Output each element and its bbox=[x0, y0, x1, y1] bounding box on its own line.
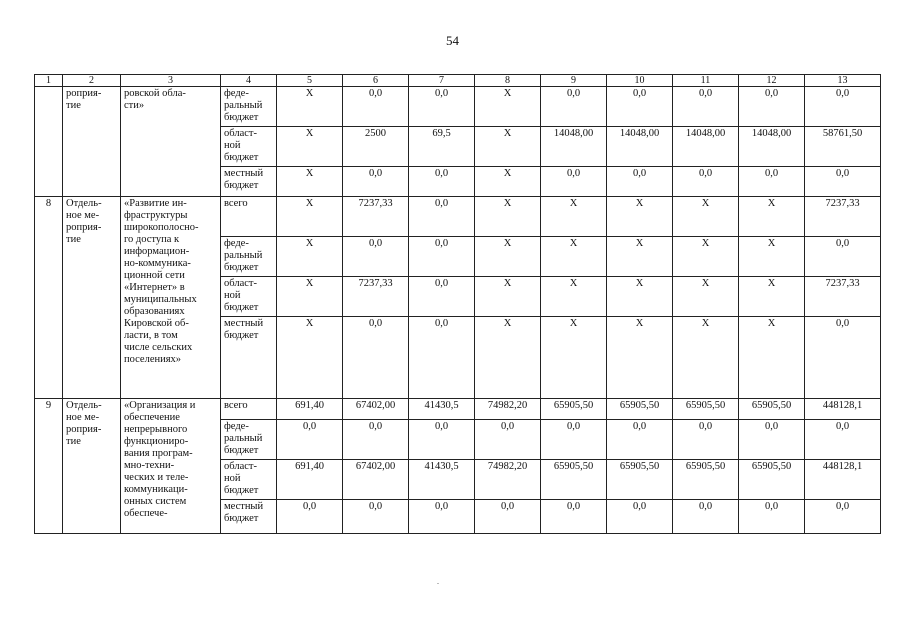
activity-type: роприя- тие bbox=[63, 87, 121, 197]
value-col-9: 65905,50 bbox=[541, 460, 607, 500]
value-col-5: X bbox=[277, 167, 343, 197]
value-col-13: 448128,1 bbox=[805, 460, 881, 500]
value-col-10: 65905,50 bbox=[607, 399, 673, 420]
value-col-10: 0,0 bbox=[607, 167, 673, 197]
value-col-8: X bbox=[475, 127, 541, 167]
value-col-9: X bbox=[541, 237, 607, 277]
table-row bbox=[35, 399, 881, 420]
value-col-6: 0,0 bbox=[343, 87, 409, 127]
table-row bbox=[35, 197, 881, 237]
value-col-6: 7237,33 bbox=[343, 277, 409, 317]
value-col-12: X bbox=[739, 277, 805, 317]
value-col-12: X bbox=[739, 197, 805, 237]
item-number bbox=[35, 87, 63, 197]
value-col-13: 7237,33 bbox=[805, 197, 881, 237]
value-col-13: 0,0 bbox=[805, 317, 881, 399]
value-col-12: X bbox=[739, 317, 805, 399]
value-col-7: 0,0 bbox=[409, 237, 475, 277]
column-number-11: 11 bbox=[673, 75, 739, 87]
value-col-9: 65905,50 bbox=[541, 399, 607, 420]
value-col-10: 0,0 bbox=[607, 500, 673, 534]
value-col-7: 0,0 bbox=[409, 87, 475, 127]
value-col-13: 7237,33 bbox=[805, 277, 881, 317]
value-col-13: 58761,50 bbox=[805, 127, 881, 167]
funding-source: местный бюджет bbox=[221, 500, 277, 534]
value-col-11: 0,0 bbox=[673, 420, 739, 460]
value-col-11: 14048,00 bbox=[673, 127, 739, 167]
budget-table bbox=[34, 74, 881, 534]
value-col-7: 0,0 bbox=[409, 197, 475, 237]
value-col-13: 0,0 bbox=[805, 420, 881, 460]
value-col-5: 691,40 bbox=[277, 399, 343, 420]
value-col-12: 0,0 bbox=[739, 167, 805, 197]
value-col-7: 0,0 bbox=[409, 167, 475, 197]
activity-type: Отдель- ное ме- роприя- тие bbox=[63, 197, 121, 399]
value-col-11: 0,0 bbox=[673, 87, 739, 127]
value-col-5: X bbox=[277, 197, 343, 237]
value-col-12: 0,0 bbox=[739, 420, 805, 460]
value-col-11: X bbox=[673, 197, 739, 237]
value-col-8: X bbox=[475, 317, 541, 399]
value-col-11: 0,0 bbox=[673, 167, 739, 197]
value-col-7: 41430,5 bbox=[409, 399, 475, 420]
value-col-5: 0,0 bbox=[277, 500, 343, 534]
value-col-10: X bbox=[607, 317, 673, 399]
value-col-12: 0,0 bbox=[739, 87, 805, 127]
scan-speck bbox=[437, 583, 439, 584]
column-number-13: 13 bbox=[805, 75, 881, 87]
column-number-10: 10 bbox=[607, 75, 673, 87]
funding-source: феде- ральный бюджет bbox=[221, 237, 277, 277]
value-col-8: X bbox=[475, 277, 541, 317]
value-col-9: X bbox=[541, 317, 607, 399]
funding-source: феде- ральный бюджет bbox=[221, 87, 277, 127]
value-col-8: X bbox=[475, 87, 541, 127]
value-col-13: 0,0 bbox=[805, 87, 881, 127]
value-col-5: X bbox=[277, 127, 343, 167]
activity-type: Отдель- ное ме- роприя- тие bbox=[63, 399, 121, 534]
value-col-6: 7237,33 bbox=[343, 197, 409, 237]
column-number-5: 5 bbox=[277, 75, 343, 87]
value-col-5: 691,40 bbox=[277, 460, 343, 500]
value-col-6: 0,0 bbox=[343, 420, 409, 460]
activity-name: ровской обла- сти» bbox=[121, 87, 221, 197]
value-col-7: 0,0 bbox=[409, 317, 475, 399]
value-col-13: 0,0 bbox=[805, 237, 881, 277]
value-col-11: X bbox=[673, 317, 739, 399]
activity-name: «Развитие ин- фраструктуры широкополосно- го доступа к информацион- но-коммуника- ционной сети «Интернет» в муниципальных образованиях Кировской об- ласти, в том числе сельских поселениях» bbox=[121, 197, 221, 399]
value-col-11: 0,0 bbox=[673, 500, 739, 534]
value-col-13: 0,0 bbox=[805, 167, 881, 197]
value-col-6: 0,0 bbox=[343, 500, 409, 534]
value-col-9: 0,0 bbox=[541, 167, 607, 197]
value-col-12: 14048,00 bbox=[739, 127, 805, 167]
value-col-6: 0,0 bbox=[343, 167, 409, 197]
value-col-5: X bbox=[277, 277, 343, 317]
value-col-6: 0,0 bbox=[343, 237, 409, 277]
value-col-7: 41430,5 bbox=[409, 460, 475, 500]
column-number-3: 3 bbox=[121, 75, 221, 87]
value-col-9: X bbox=[541, 197, 607, 237]
value-col-9: 0,0 bbox=[541, 87, 607, 127]
value-col-5: 0,0 bbox=[277, 420, 343, 460]
value-col-10: 14048,00 bbox=[607, 127, 673, 167]
value-col-10: 0,0 bbox=[607, 87, 673, 127]
value-col-10: 65905,50 bbox=[607, 460, 673, 500]
activity-name: «Организация и обеспечение непрерывного функциониро- вания програм- мно-техни- ческих и теле- коммуникаци- онных систем обеспече- bbox=[121, 399, 221, 534]
value-col-12: X bbox=[739, 237, 805, 277]
funding-source: област- ной бюджет bbox=[221, 460, 277, 500]
value-col-12: 65905,50 bbox=[739, 460, 805, 500]
value-col-11: X bbox=[673, 277, 739, 317]
value-col-5: X bbox=[277, 237, 343, 277]
value-col-11: X bbox=[673, 237, 739, 277]
value-col-13: 0,0 bbox=[805, 500, 881, 534]
value-col-13: 448128,1 bbox=[805, 399, 881, 420]
value-col-8: 0,0 bbox=[475, 420, 541, 460]
item-number: 8 bbox=[35, 197, 63, 399]
funding-source: всего bbox=[221, 399, 277, 420]
column-number-4: 4 bbox=[221, 75, 277, 87]
value-col-9: X bbox=[541, 277, 607, 317]
page-number: 54 bbox=[446, 33, 459, 48]
column-number-7: 7 bbox=[409, 75, 475, 87]
value-col-10: X bbox=[607, 237, 673, 277]
value-col-10: 0,0 bbox=[607, 420, 673, 460]
funding-source: местный бюджет bbox=[221, 167, 277, 197]
value-col-8: X bbox=[475, 167, 541, 197]
value-col-9: 0,0 bbox=[541, 500, 607, 534]
column-number-12: 12 bbox=[739, 75, 805, 87]
value-col-9: 0,0 bbox=[541, 420, 607, 460]
value-col-11: 65905,50 bbox=[673, 460, 739, 500]
value-col-10: X bbox=[607, 197, 673, 237]
value-col-6: 0,0 bbox=[343, 317, 409, 399]
value-col-6: 67402,00 bbox=[343, 460, 409, 500]
column-number-2: 2 bbox=[63, 75, 121, 87]
table-row bbox=[35, 87, 881, 127]
value-col-10: X bbox=[607, 277, 673, 317]
column-number-9: 9 bbox=[541, 75, 607, 87]
value-col-12: 65905,50 bbox=[739, 399, 805, 420]
value-col-7: 69,5 bbox=[409, 127, 475, 167]
funding-source: феде- ральный бюджет bbox=[221, 420, 277, 460]
funding-source: област- ной бюджет bbox=[221, 277, 277, 317]
column-number-8: 8 bbox=[475, 75, 541, 87]
value-col-7: 0,0 bbox=[409, 420, 475, 460]
value-col-5: X bbox=[277, 317, 343, 399]
funding-source: област- ной бюджет bbox=[221, 127, 277, 167]
item-number: 9 bbox=[35, 399, 63, 534]
funding-source: местный бюджет bbox=[221, 317, 277, 399]
value-col-6: 67402,00 bbox=[343, 399, 409, 420]
value-col-5: X bbox=[277, 87, 343, 127]
value-col-7: 0,0 bbox=[409, 500, 475, 534]
value-col-8: X bbox=[475, 197, 541, 237]
value-col-8: 74982,20 bbox=[475, 399, 541, 420]
value-col-8: 0,0 bbox=[475, 500, 541, 534]
value-col-9: 14048,00 bbox=[541, 127, 607, 167]
value-col-11: 65905,50 bbox=[673, 399, 739, 420]
funding-source: всего bbox=[221, 197, 277, 237]
column-number-1: 1 bbox=[35, 75, 63, 87]
value-col-12: 0,0 bbox=[739, 500, 805, 534]
value-col-7: 0,0 bbox=[409, 277, 475, 317]
value-col-6: 2500 bbox=[343, 127, 409, 167]
value-col-8: 74982,20 bbox=[475, 460, 541, 500]
value-col-8: X bbox=[475, 237, 541, 277]
column-number-6: 6 bbox=[343, 75, 409, 87]
